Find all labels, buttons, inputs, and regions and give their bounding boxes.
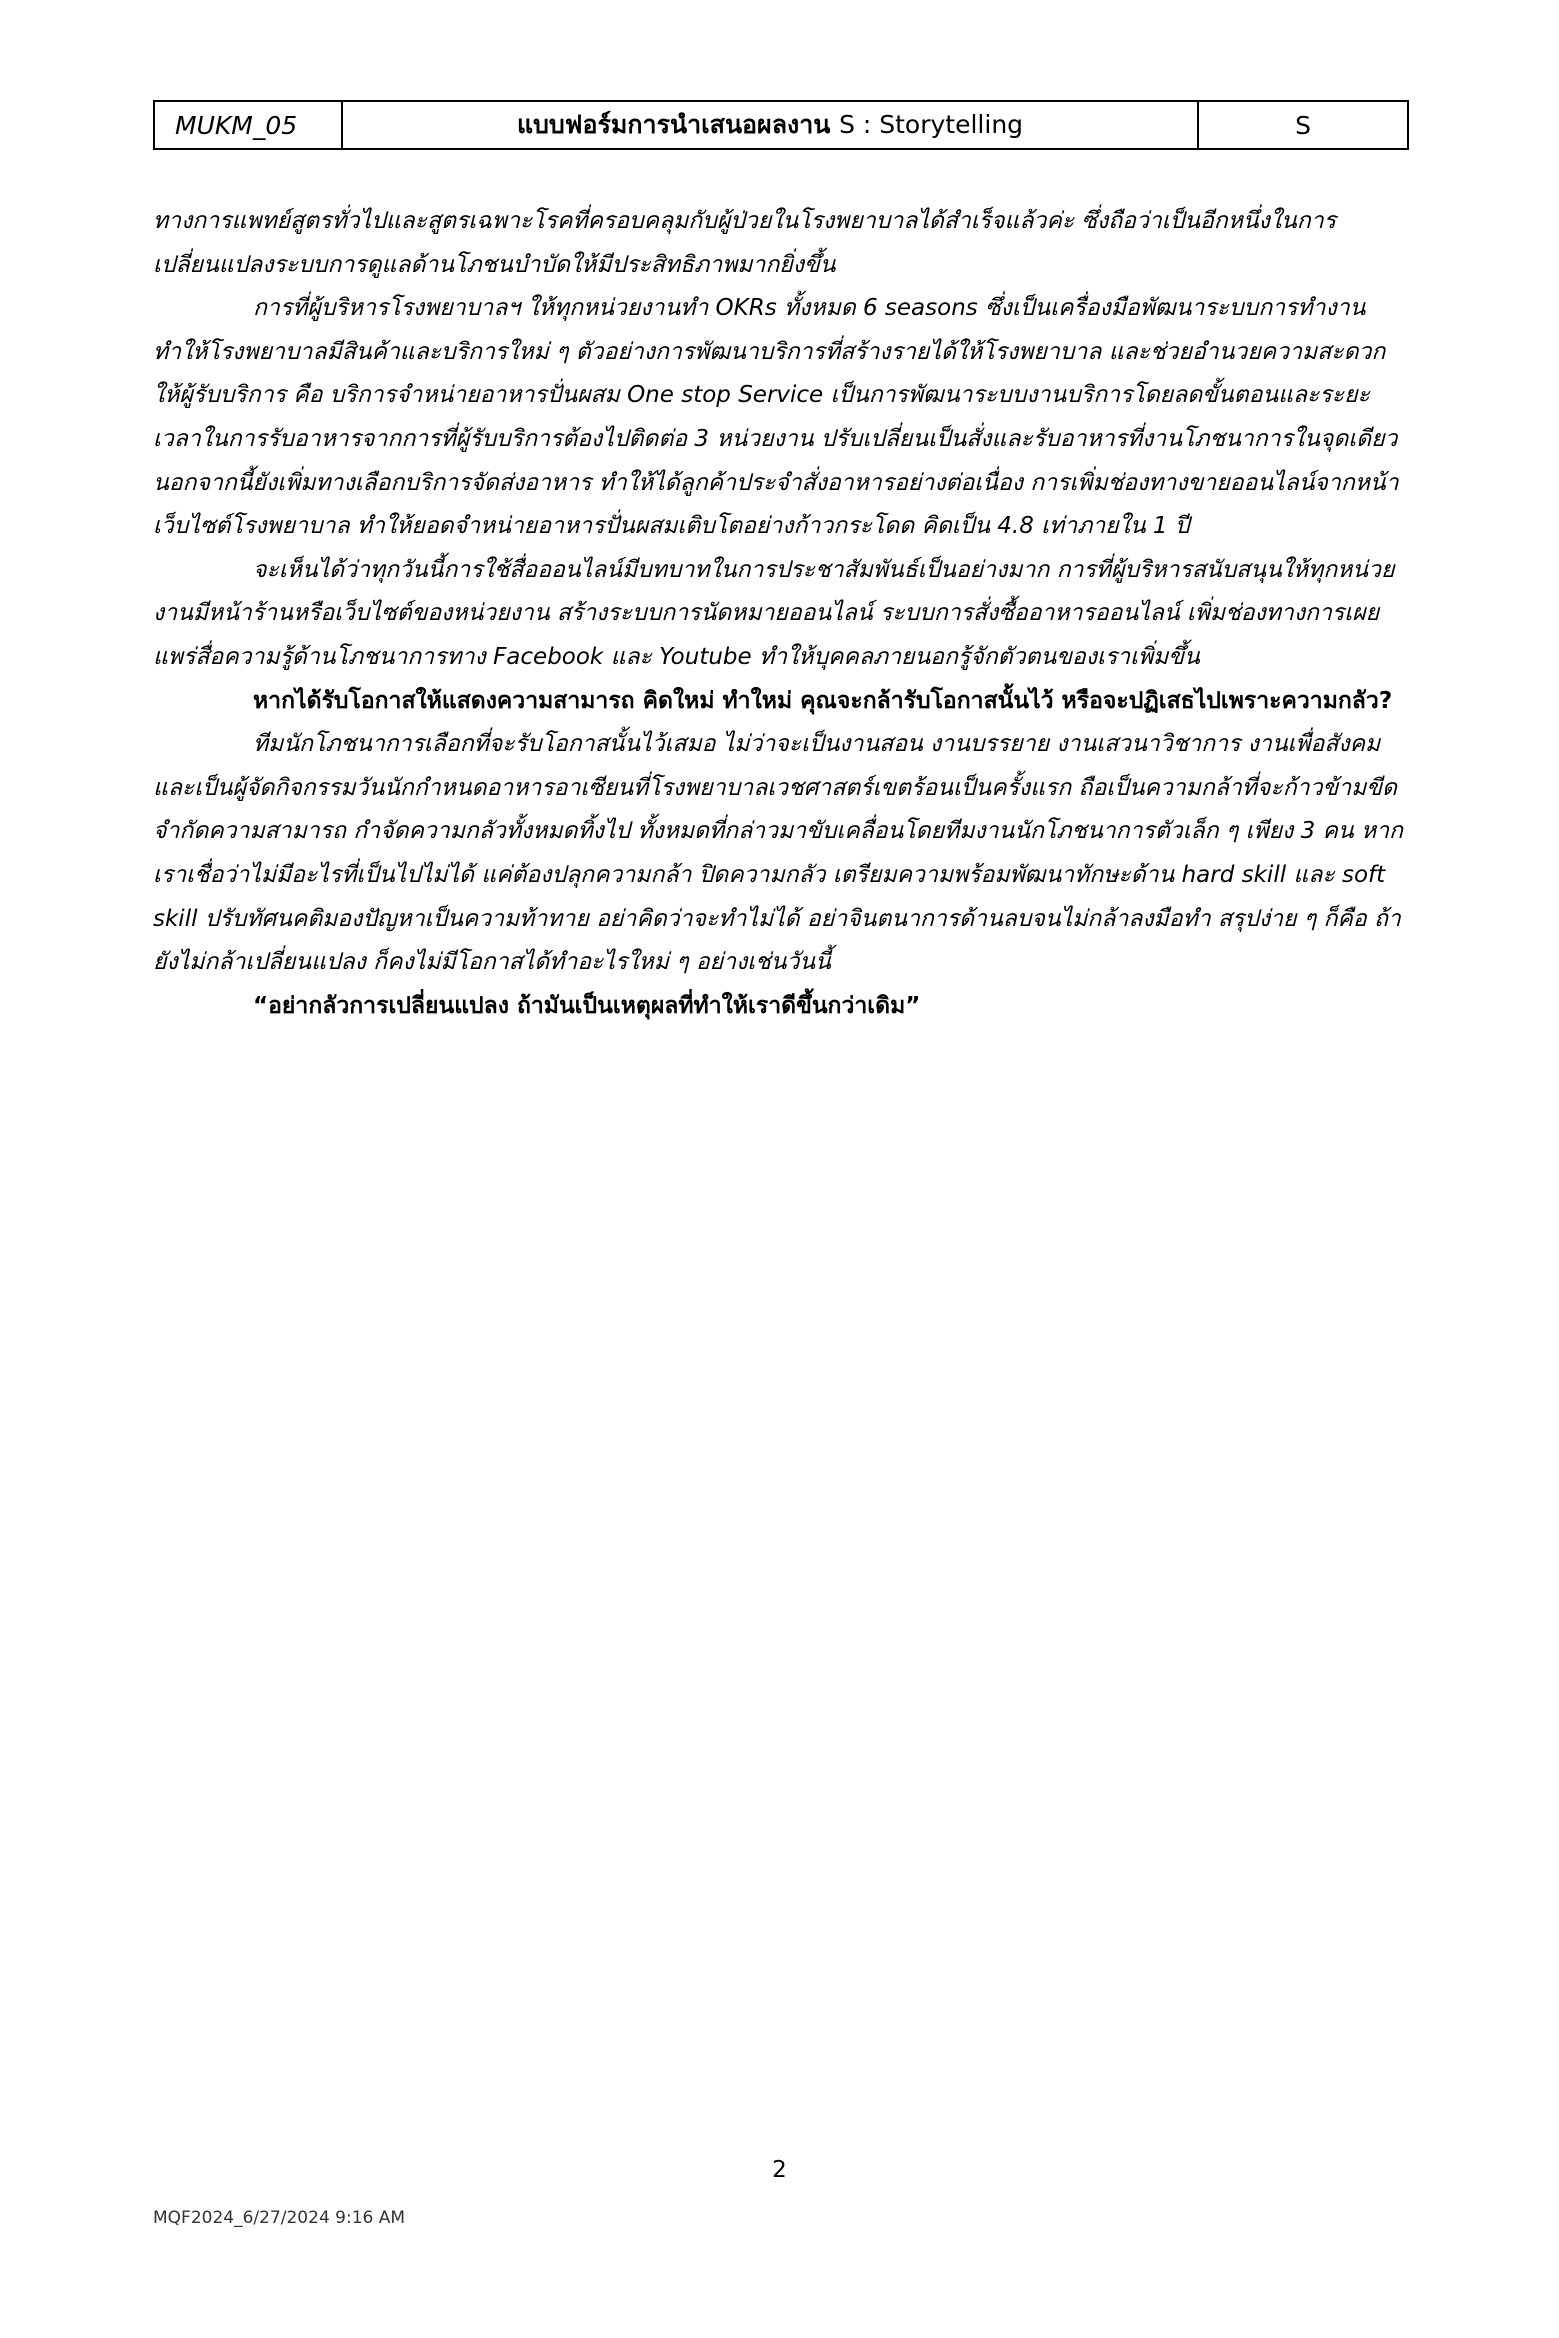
form-header-table <box>153 100 1409 150</box>
form-letter: S <box>1198 101 1408 149</box>
closing-quote: “อย่ากลัวการเปลี่ยนแปลง ถ้ามันเป็นเหตุผลที่ทำให้เราดีขึ้นกว่าเดิม” <box>253 992 921 1019</box>
question-heading: หากได้รับโอกาสให้แสดงความสามารถ คิดใหม่ ทำใหม่ คุณจะกล้ารับโอกาสนั้นไว้ หรือจะปฏิเสธไปเพราะความกลัว? <box>253 687 1393 714</box>
paragraph-1: ทางการแพทย์สูตรทั่วไปและสูตรเฉพาะโรคที่ครอบคลุมกับผู้ป่วยในโรงพยาบาลได้สำเร็จแล้วค่ะ ซึ่งถือว่าเป็นอีกหนึ่งในการเปลี่ยนแปลงระบบการดูแลด้านโภชนบำบัดให้มีประสิทธิภาพมากยิ่งขึ้น <box>153 208 1336 278</box>
paragraph-2: การที่ผู้บริหารโรงพยาบาลฯ ให้ทุกหน่วยงานทำ OKRs ทั้งหมด 6 seasons ซึ่งเป็นเครื่องมือพัฒนาระบบการทำงานทำให้โรงพยาบาลมีสินค้าและบริการใหม่ ๆ ตัวอย่างการพัฒนาบริการที่สร้างรายได้ให้โรงพยาบาล และช่วยอำนวยความสะดวกให้ผู้รับบริการ คือ บริการจำหน่ายอาหารปั่นผสม One stop Service เป็นการพัฒนาระบบงานบริการโดยลดขั้นตอนและระยะเวลาในการรับอาหารจากการที่ผู้รับบริการต้องไปติดต่อ 3 หน่วยงาน ปรับเปลี่ยนเป็นสั่งและรับอาหารที่งานโภชนาการในจุดเดียว นอกจากนี้ยังเพิ่มทางเลือกบริการจัดส่งอาหาร ทำให้ได้ลูกค้าประจำสั่งอาหารอย่างต่อเนื่อง การเพิ่มช่องทางขายออนไลน์จากหน้าเว็บไซต์โรงพยาบาล ทำให้ยอดจำหน่ายอาหารปั่นผสมเติบโตอย่างก้าวกระโดด คิดเป็น 4.8 เท่าภายใน 1 ปี <box>153 295 1399 540</box>
footer-timestamp: MQF2024_6/27/2024 9:16 AM <box>153 2208 406 2228</box>
form-code: MUKM_05 <box>154 101 342 149</box>
form-title-latin: S : Storytelling <box>839 110 1024 139</box>
form-title-thai: แบบฟอร์มการนำเสนอผลงาน <box>516 110 831 139</box>
page-number: 2 <box>772 2157 787 2183</box>
form-title <box>342 101 1198 149</box>
paragraph-3: จะเห็นได้ว่าทุกวันนี้การใช้สื่อออนไลน์มีบทบาทในการประชาสัมพันธ์เป็นอย่างมาก การที่ผู้บริหารสนับสนุนให้ทุกหน่วยงานมีหน้าร้านหรือเว็บไซต์ของหน่วยงาน สร้างระบบการนัดหมายออนไลน์ ระบบการสั่งซื้ออาหารออนไลน์ เพิ่มช่องทางการเผยแพร่สื่อความรู้ด้านโภชนาการทาง Facebook และ Youtube ทำให้บุคคลภายนอกรู้จักตัวตนของเราเพิ่มขึ้น <box>153 556 1395 670</box>
paragraph-4: ทีมนักโภชนาการเลือกที่จะรับโอกาสนั้นไว้เสมอ ไม่ว่าจะเป็นงานสอน งานบรรยาย งานเสวนาวิชาการ งานเพื่อสังคม และเป็นผู้จัดกิจกรรมวันนักกำหนดอาหารอาเซียนที่โรงพยาบาลเวชศาสตร์เขตร้อนเป็นครั้งแรก ถือเป็นความกล้าที่จะก้าวข้ามขีดจำกัดความสามารถ กำจัดความกลัวทั้งหมดทิ้งไป ทั้งหมดที่กล่าวมาขับเคลื่อนโดยทีมงานนักโภชนาการตัวเล็ก ๆ เพียง 3 คน หากเราเชื่อว่าไม่มีอะไรที่เป็นไปไม่ได้ แค่ต้องปลุกความกล้า ปิดความกลัว เตรียมความพร้อมพัฒนาทักษะด้าน hard skill และ soft skill ปรับทัศนคติมองปัญหาเป็นความท้าทาย อย่าคิดว่าจะทำไม่ได้ อย่าจินตนาการด้านลบจนไม่กล้าลงมือทำ สรุปง่าย ๆ ก็คือ ถ้ายังไม่กล้าเปลี่ยนแปลง ก็คงไม่มีโอกาสได้ทำอะไรใหม่ ๆ อย่างเช่นวันนี้ <box>153 731 1403 976</box>
document-body <box>153 200 1409 1028</box>
